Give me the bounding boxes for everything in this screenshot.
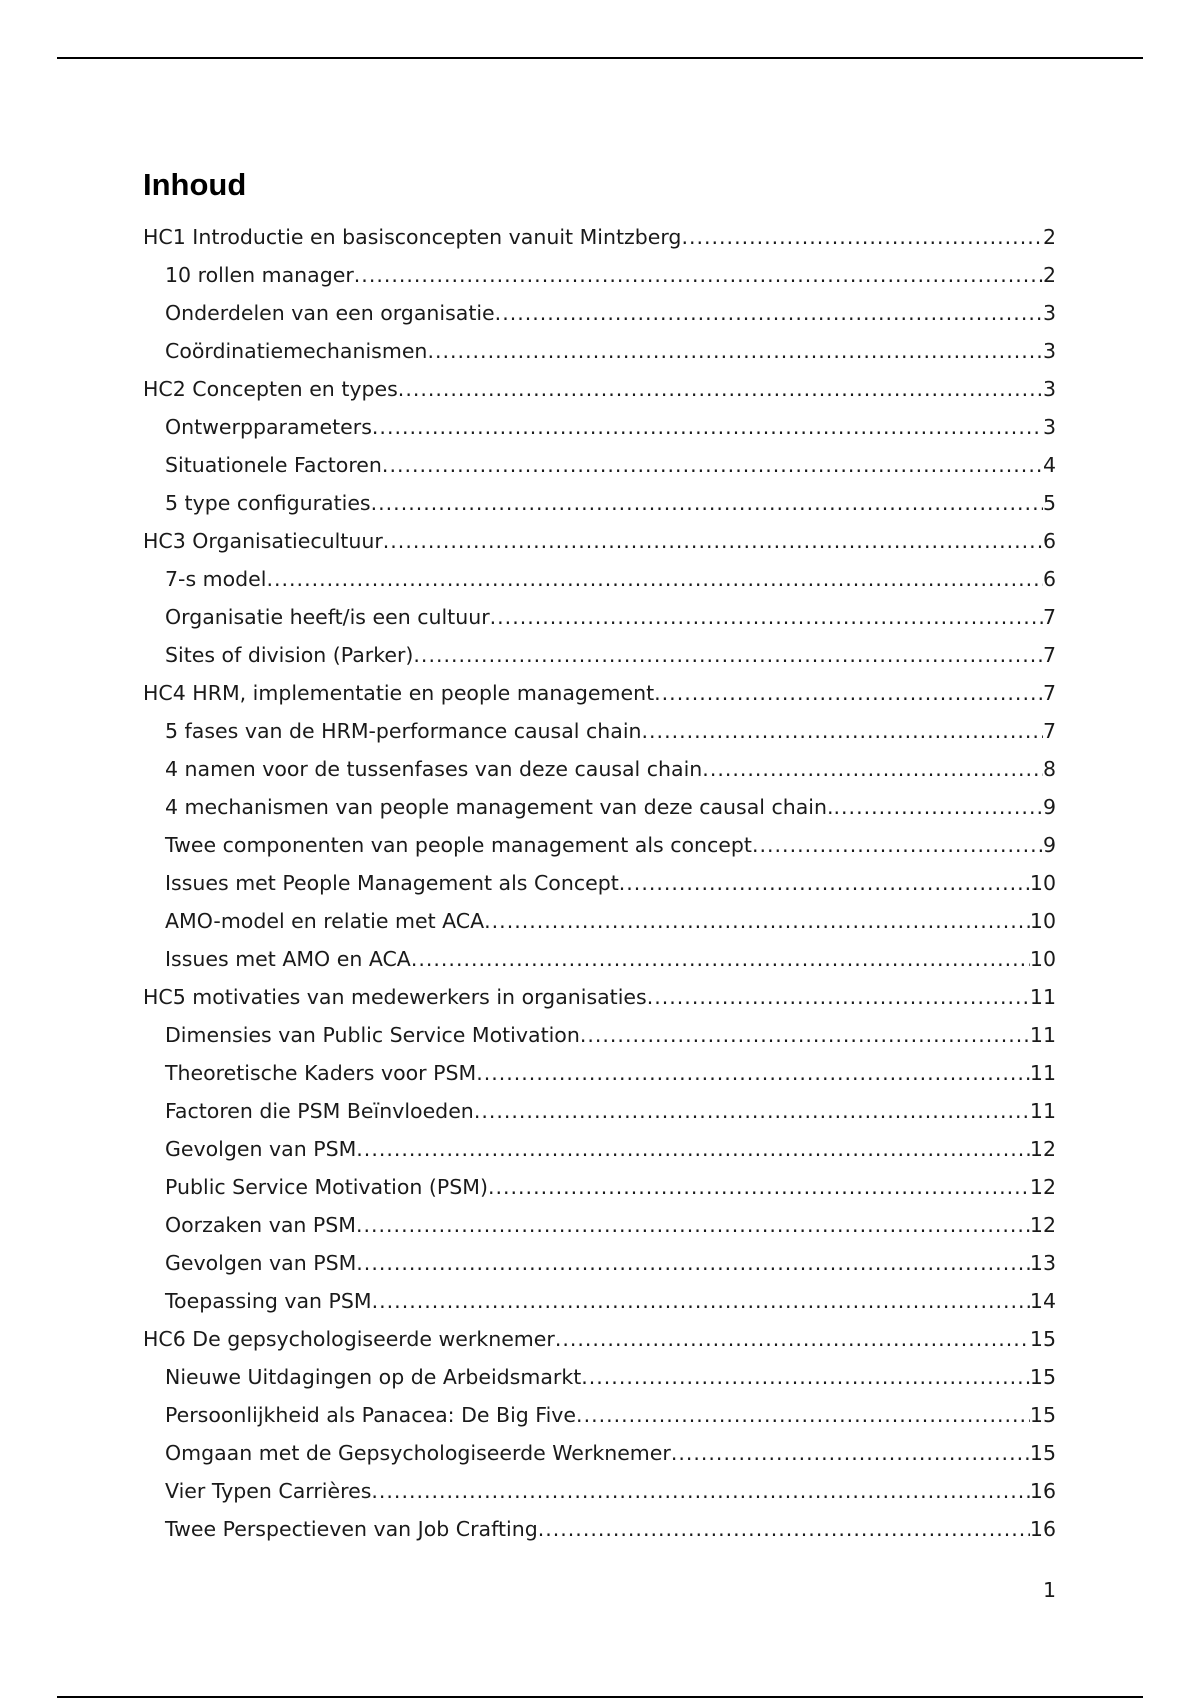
toc-section-entry[interactable] <box>143 1244 1056 1282</box>
toc-dot-leader <box>647 978 1030 1016</box>
toc-entry-page: 11 <box>1029 1023 1056 1047</box>
toc-dot-leader <box>383 522 1043 560</box>
toc-entry-label: 4 namen voor de tussenfases van deze causal chain <box>165 757 703 781</box>
toc-section-entry[interactable] <box>143 598 1056 636</box>
toc-entry-page: 2 <box>1042 263 1056 287</box>
toc-section-entry[interactable] <box>143 750 1056 788</box>
toc-entry-label: Dimensies van Public Service Motivation <box>165 1023 580 1047</box>
toc-chapter-entry[interactable] <box>143 1320 1056 1358</box>
toc-entry-page: 6 <box>1042 567 1056 591</box>
toc-dot-leader <box>382 446 1043 484</box>
toc-entry-page: 16 <box>1029 1517 1056 1541</box>
toc-entry-page: 10 <box>1029 947 1056 971</box>
toc-entry-label: Coördinatiemechanismen <box>165 339 428 363</box>
toc-entry-page: 14 <box>1029 1289 1056 1313</box>
toc-dot-leader <box>752 826 1043 864</box>
toc-section-entry[interactable] <box>143 484 1056 522</box>
toc-entry-page: 9 <box>1042 795 1056 819</box>
toc-entry-page: 15 <box>1029 1403 1056 1427</box>
toc-dot-leader <box>654 674 1043 712</box>
toc-dot-leader <box>490 598 1043 636</box>
toc-section-entry[interactable] <box>143 1358 1056 1396</box>
toc-dot-leader <box>371 484 1043 522</box>
toc-section-entry[interactable] <box>143 712 1056 750</box>
toc-chapter-entry[interactable] <box>143 370 1056 408</box>
toc-dot-leader <box>580 1016 1030 1054</box>
toc-entry-label: Public Service Motivation (PSM) <box>165 1175 488 1199</box>
toc-entry-page: 15 <box>1029 1365 1056 1389</box>
toc-section-entry[interactable] <box>143 1396 1056 1434</box>
table-of-contents <box>143 218 1056 1548</box>
toc-entry-label: HC5 motivaties van medewerkers in organisaties <box>143 985 647 1009</box>
toc-dot-leader <box>681 218 1043 256</box>
toc-entry-page: 12 <box>1029 1213 1056 1237</box>
toc-chapter-entry[interactable] <box>143 218 1056 256</box>
toc-entry-label: Onderdelen van een organisatie <box>165 301 495 325</box>
toc-dot-leader <box>834 788 1043 826</box>
header-rule <box>57 57 1143 59</box>
toc-entry-page: 3 <box>1042 377 1056 401</box>
toc-dot-leader <box>354 256 1043 294</box>
toc-chapter-entry[interactable] <box>143 674 1056 712</box>
toc-entry-page: 7 <box>1042 681 1056 705</box>
toc-section-entry[interactable] <box>143 864 1056 902</box>
toc-section-entry[interactable] <box>143 1092 1056 1130</box>
toc-dot-leader <box>476 1054 1030 1092</box>
toc-section-entry[interactable] <box>143 1168 1056 1206</box>
toc-entry-label: Twee componenten van people management als concept <box>165 833 752 857</box>
toc-section-entry[interactable] <box>143 1206 1056 1244</box>
toc-entry-page: 6 <box>1042 529 1056 553</box>
toc-entry-page: 11 <box>1029 1099 1056 1123</box>
toc-entry-label: Situationele Factoren <box>165 453 382 477</box>
toc-entry-label: Gevolgen van PSM <box>165 1137 357 1161</box>
toc-dot-leader <box>642 712 1043 750</box>
toc-entry-label: 4 mechanismen van people management van deze causal chain. <box>165 795 834 819</box>
toc-entry-page: 3 <box>1042 301 1056 325</box>
toc-section-entry[interactable] <box>143 1472 1056 1510</box>
toc-entry-label: AMO-model en relatie met ACA <box>165 909 485 933</box>
toc-dot-leader <box>427 332 1043 370</box>
toc-dot-leader <box>702 750 1043 788</box>
toc-entry-page: 15 <box>1029 1441 1056 1465</box>
toc-entry-page: 7 <box>1042 605 1056 629</box>
toc-section-entry[interactable] <box>143 788 1056 826</box>
toc-entry-label: HC6 De gepsychologiseerde werknemer <box>143 1327 555 1351</box>
toc-dot-leader <box>671 1434 1030 1472</box>
toc-entry-page: 3 <box>1042 339 1056 363</box>
toc-section-entry[interactable] <box>143 256 1056 294</box>
toc-section-entry[interactable] <box>143 636 1056 674</box>
toc-dot-leader <box>538 1510 1030 1548</box>
toc-section-entry[interactable] <box>143 940 1056 978</box>
toc-entry-label: Toepassing van PSM <box>165 1289 372 1313</box>
toc-section-entry[interactable] <box>143 902 1056 940</box>
toc-entry-page: 10 <box>1029 871 1056 895</box>
toc-dot-leader <box>555 1320 1030 1358</box>
toc-entry-page: 12 <box>1029 1175 1056 1199</box>
toc-entry-label: Twee Perspectieven van Job Crafting <box>165 1517 538 1541</box>
toc-entry-label: HC2 Concepten en types <box>143 377 398 401</box>
toc-entry-label: Organisatie heeft/is een cultuur <box>165 605 490 629</box>
toc-dot-leader <box>398 370 1043 408</box>
toc-section-entry[interactable] <box>143 1510 1056 1548</box>
toc-entry-page: 2 <box>1042 225 1056 249</box>
toc-dot-leader <box>411 940 1030 978</box>
toc-chapter-entry[interactable] <box>143 978 1056 1016</box>
toc-dot-leader <box>372 1282 1030 1320</box>
toc-section-entry[interactable] <box>143 1054 1056 1092</box>
toc-dot-leader <box>581 1358 1030 1396</box>
toc-dot-leader <box>371 1472 1030 1510</box>
toc-entry-label: 5 type configuraties <box>165 491 371 515</box>
toc-entry-label: Vier Typen Carrières <box>165 1479 372 1503</box>
toc-entry-label: HC1 Introductie en basisconcepten vanuit Mintzberg <box>143 225 682 249</box>
toc-entry-page: 7 <box>1042 719 1056 743</box>
toc-dot-leader <box>413 636 1043 674</box>
toc-section-entry[interactable] <box>143 826 1056 864</box>
toc-section-entry[interactable] <box>143 560 1056 598</box>
toc-section-entry[interactable] <box>143 1016 1056 1054</box>
toc-entry-label: 7-s model <box>165 567 267 591</box>
toc-section-entry[interactable] <box>143 1282 1056 1320</box>
toc-dot-leader <box>356 1130 1030 1168</box>
footer-rule <box>57 1696 1143 1698</box>
toc-entry-label: Persoonlijkheid als Panacea: De Big Five <box>165 1403 577 1427</box>
toc-entry-page: 16 <box>1029 1479 1056 1503</box>
toc-entry-label: Gevolgen van PSM <box>165 1251 357 1275</box>
toc-dot-leader <box>356 1206 1030 1244</box>
toc-section-entry[interactable] <box>143 1130 1056 1168</box>
toc-dot-leader <box>372 408 1043 446</box>
document-page <box>143 165 1056 1548</box>
toc-entry-label: 10 rollen manager <box>165 263 354 287</box>
toc-entry-page: 11 <box>1029 1061 1056 1085</box>
toc-entry-page: 13 <box>1029 1251 1056 1275</box>
toc-section-entry[interactable] <box>143 294 1056 332</box>
toc-section-entry[interactable] <box>143 446 1056 484</box>
toc-entry-label: Theoretische Kaders voor PSM <box>165 1061 477 1085</box>
toc-entry-label: HC4 HRM, implementatie en people management <box>143 681 655 705</box>
toc-section-entry[interactable] <box>143 1434 1056 1472</box>
toc-entry-label: Issues met AMO en ACA <box>165 947 411 971</box>
toc-entry-label: Omgaan met de Gepsychologiseerde Werknemer <box>165 1441 671 1465</box>
toc-entry-page: 11 <box>1029 985 1056 1009</box>
toc-dot-leader <box>576 1396 1030 1434</box>
toc-entry-label: 5 fases van de HRM-performance causal chain <box>165 719 642 743</box>
toc-dot-leader <box>495 294 1043 332</box>
toc-chapter-entry[interactable] <box>143 522 1056 560</box>
toc-entry-page: 10 <box>1029 909 1056 933</box>
toc-dot-leader <box>488 1168 1030 1206</box>
toc-entry-label: Ontwerpparameters <box>165 415 372 439</box>
toc-entry-page: 9 <box>1042 833 1056 857</box>
page-number: 1 <box>1042 1578 1056 1602</box>
toc-dot-leader <box>266 560 1042 598</box>
toc-entry-label: Nieuwe Uitdagingen op de Arbeidsmarkt <box>165 1365 582 1389</box>
toc-entry-page: 12 <box>1029 1137 1056 1161</box>
toc-dot-leader <box>474 1092 1030 1130</box>
toc-entry-label: Oorzaken van PSM <box>165 1213 356 1237</box>
toc-entry-page: 7 <box>1042 643 1056 667</box>
toc-entry-label: Factoren die PSM Beïnvloeden <box>165 1099 474 1123</box>
toc-dot-leader <box>484 902 1030 940</box>
toc-entry-page: 3 <box>1042 415 1056 439</box>
toc-entry-label: HC3 Organisatiecultuur <box>143 529 383 553</box>
toc-entry-page: 8 <box>1042 757 1056 781</box>
toc-title: Inhoud <box>143 167 247 202</box>
toc-dot-leader <box>356 1244 1030 1282</box>
toc-entry-label: Issues met People Management als Concept <box>165 871 619 895</box>
toc-section-entry[interactable] <box>143 408 1056 446</box>
toc-dot-leader <box>619 864 1030 902</box>
toc-section-entry[interactable] <box>143 332 1056 370</box>
toc-entry-label: Sites of division (Parker) <box>165 643 414 667</box>
toc-entry-page: 15 <box>1029 1327 1056 1351</box>
toc-entry-page: 4 <box>1042 453 1056 477</box>
toc-entry-page: 5 <box>1042 491 1056 515</box>
